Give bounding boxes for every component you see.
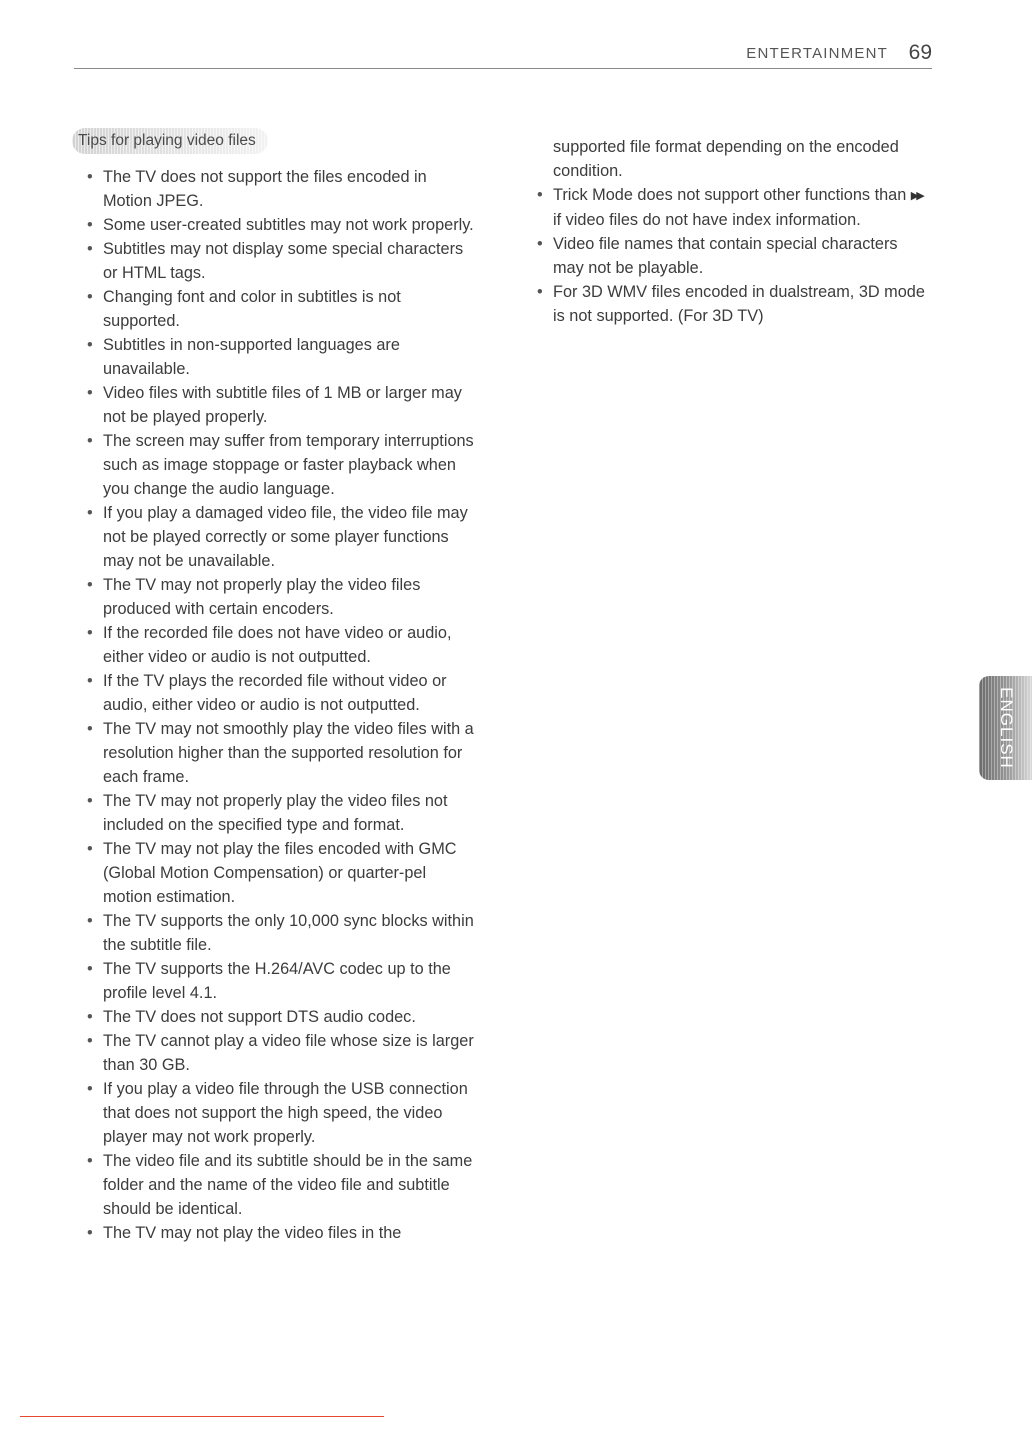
right-column <box>530 135 930 328</box>
list-item: • If you play a damaged video file, the video file may not be played correctly or some player functions may not be unavailable. <box>74 501 474 573</box>
tips-list-left <box>74 165 474 1245</box>
list-item: • Subtitles may not display some special characters or HTML tags. <box>74 237 474 285</box>
list-item: • The TV does not support the files encoded in Motion JPEG. <box>74 165 474 213</box>
list-item: • If the recorded file does not have video or audio, either video or audio is not outputted. <box>74 621 474 669</box>
page-number: 69 <box>908 41 932 64</box>
list-item: • The TV may not properly play the video files not included on the specified type and format. <box>74 789 474 837</box>
language-tab <box>979 676 1032 780</box>
page-header <box>74 40 932 69</box>
list-item: • The TV does not support DTS audio codec. <box>74 1005 474 1029</box>
list-item: • Some user-created subtitles may not work properly. <box>74 213 474 237</box>
list-item: • Subtitles in non-supported languages are unavailable. <box>74 333 474 381</box>
list-item: • The TV may not smoothly play the video files with a resolution higher than the supported resolution for each frame. <box>74 717 474 789</box>
list-item: • The TV may not play the files encoded with GMC (Global Motion Compensation) or quarter-pel motion estimation. <box>74 837 474 909</box>
list-item: • The TV supports the H.264/AVC codec up to the profile level 4.1. <box>74 957 474 1005</box>
section-title: ENTERTAINMENT <box>746 45 888 62</box>
language-tab-label: ENGLISH <box>996 687 1016 769</box>
left-column <box>74 128 474 1245</box>
bottom-rule <box>20 1416 384 1417</box>
list-item: • The screen may suffer from temporary interruptions such as image stoppage or faster playback when you change the audio language. <box>74 429 474 501</box>
list-item: • Changing font and color in subtitles is not supported. <box>74 285 474 333</box>
list-item: • The TV may not properly play the video files produced with certain encoders. <box>74 573 474 621</box>
list-item: • Video files with subtitle files of 1 MB or larger may not be played properly. <box>74 381 474 429</box>
fast-forward-icon: ▶▶ <box>910 190 922 202</box>
list-item: • Video file names that contain special characters may not be playable. <box>530 232 930 280</box>
list-item: • The video file and its subtitle should be in the same folder and the name of the video file and subtitle should be identical. <box>74 1149 474 1221</box>
trick-mode-text-start: Trick Mode does not support other functions than <box>553 186 907 204</box>
list-item: • For 3D WMV files encoded in dualstream, 3D mode is not supported. (For 3D TV) <box>530 280 930 328</box>
list-item: • The TV cannot play a video file whose size is larger than 30 GB. <box>74 1029 474 1077</box>
trick-mode-text-end: if video files do not have index information. <box>553 211 861 229</box>
list-item-trick-mode <box>530 183 930 232</box>
tips-heading: Tips for playing video files <box>72 128 268 154</box>
tips-list-right <box>530 183 930 328</box>
list-item: • The TV may not play the video files in the <box>74 1221 474 1245</box>
list-item: • If you play a video file through the USB connection that does not support the high speed, the video player may not work properly. <box>74 1077 474 1149</box>
continued-text: supported file format depending on the encoded condition. <box>553 138 899 180</box>
list-item: • If the TV plays the recorded file without video or audio, either video or audio is not outputted. <box>74 669 474 717</box>
list-item: • The TV supports the only 10,000 sync blocks within the subtitle file. <box>74 909 474 957</box>
